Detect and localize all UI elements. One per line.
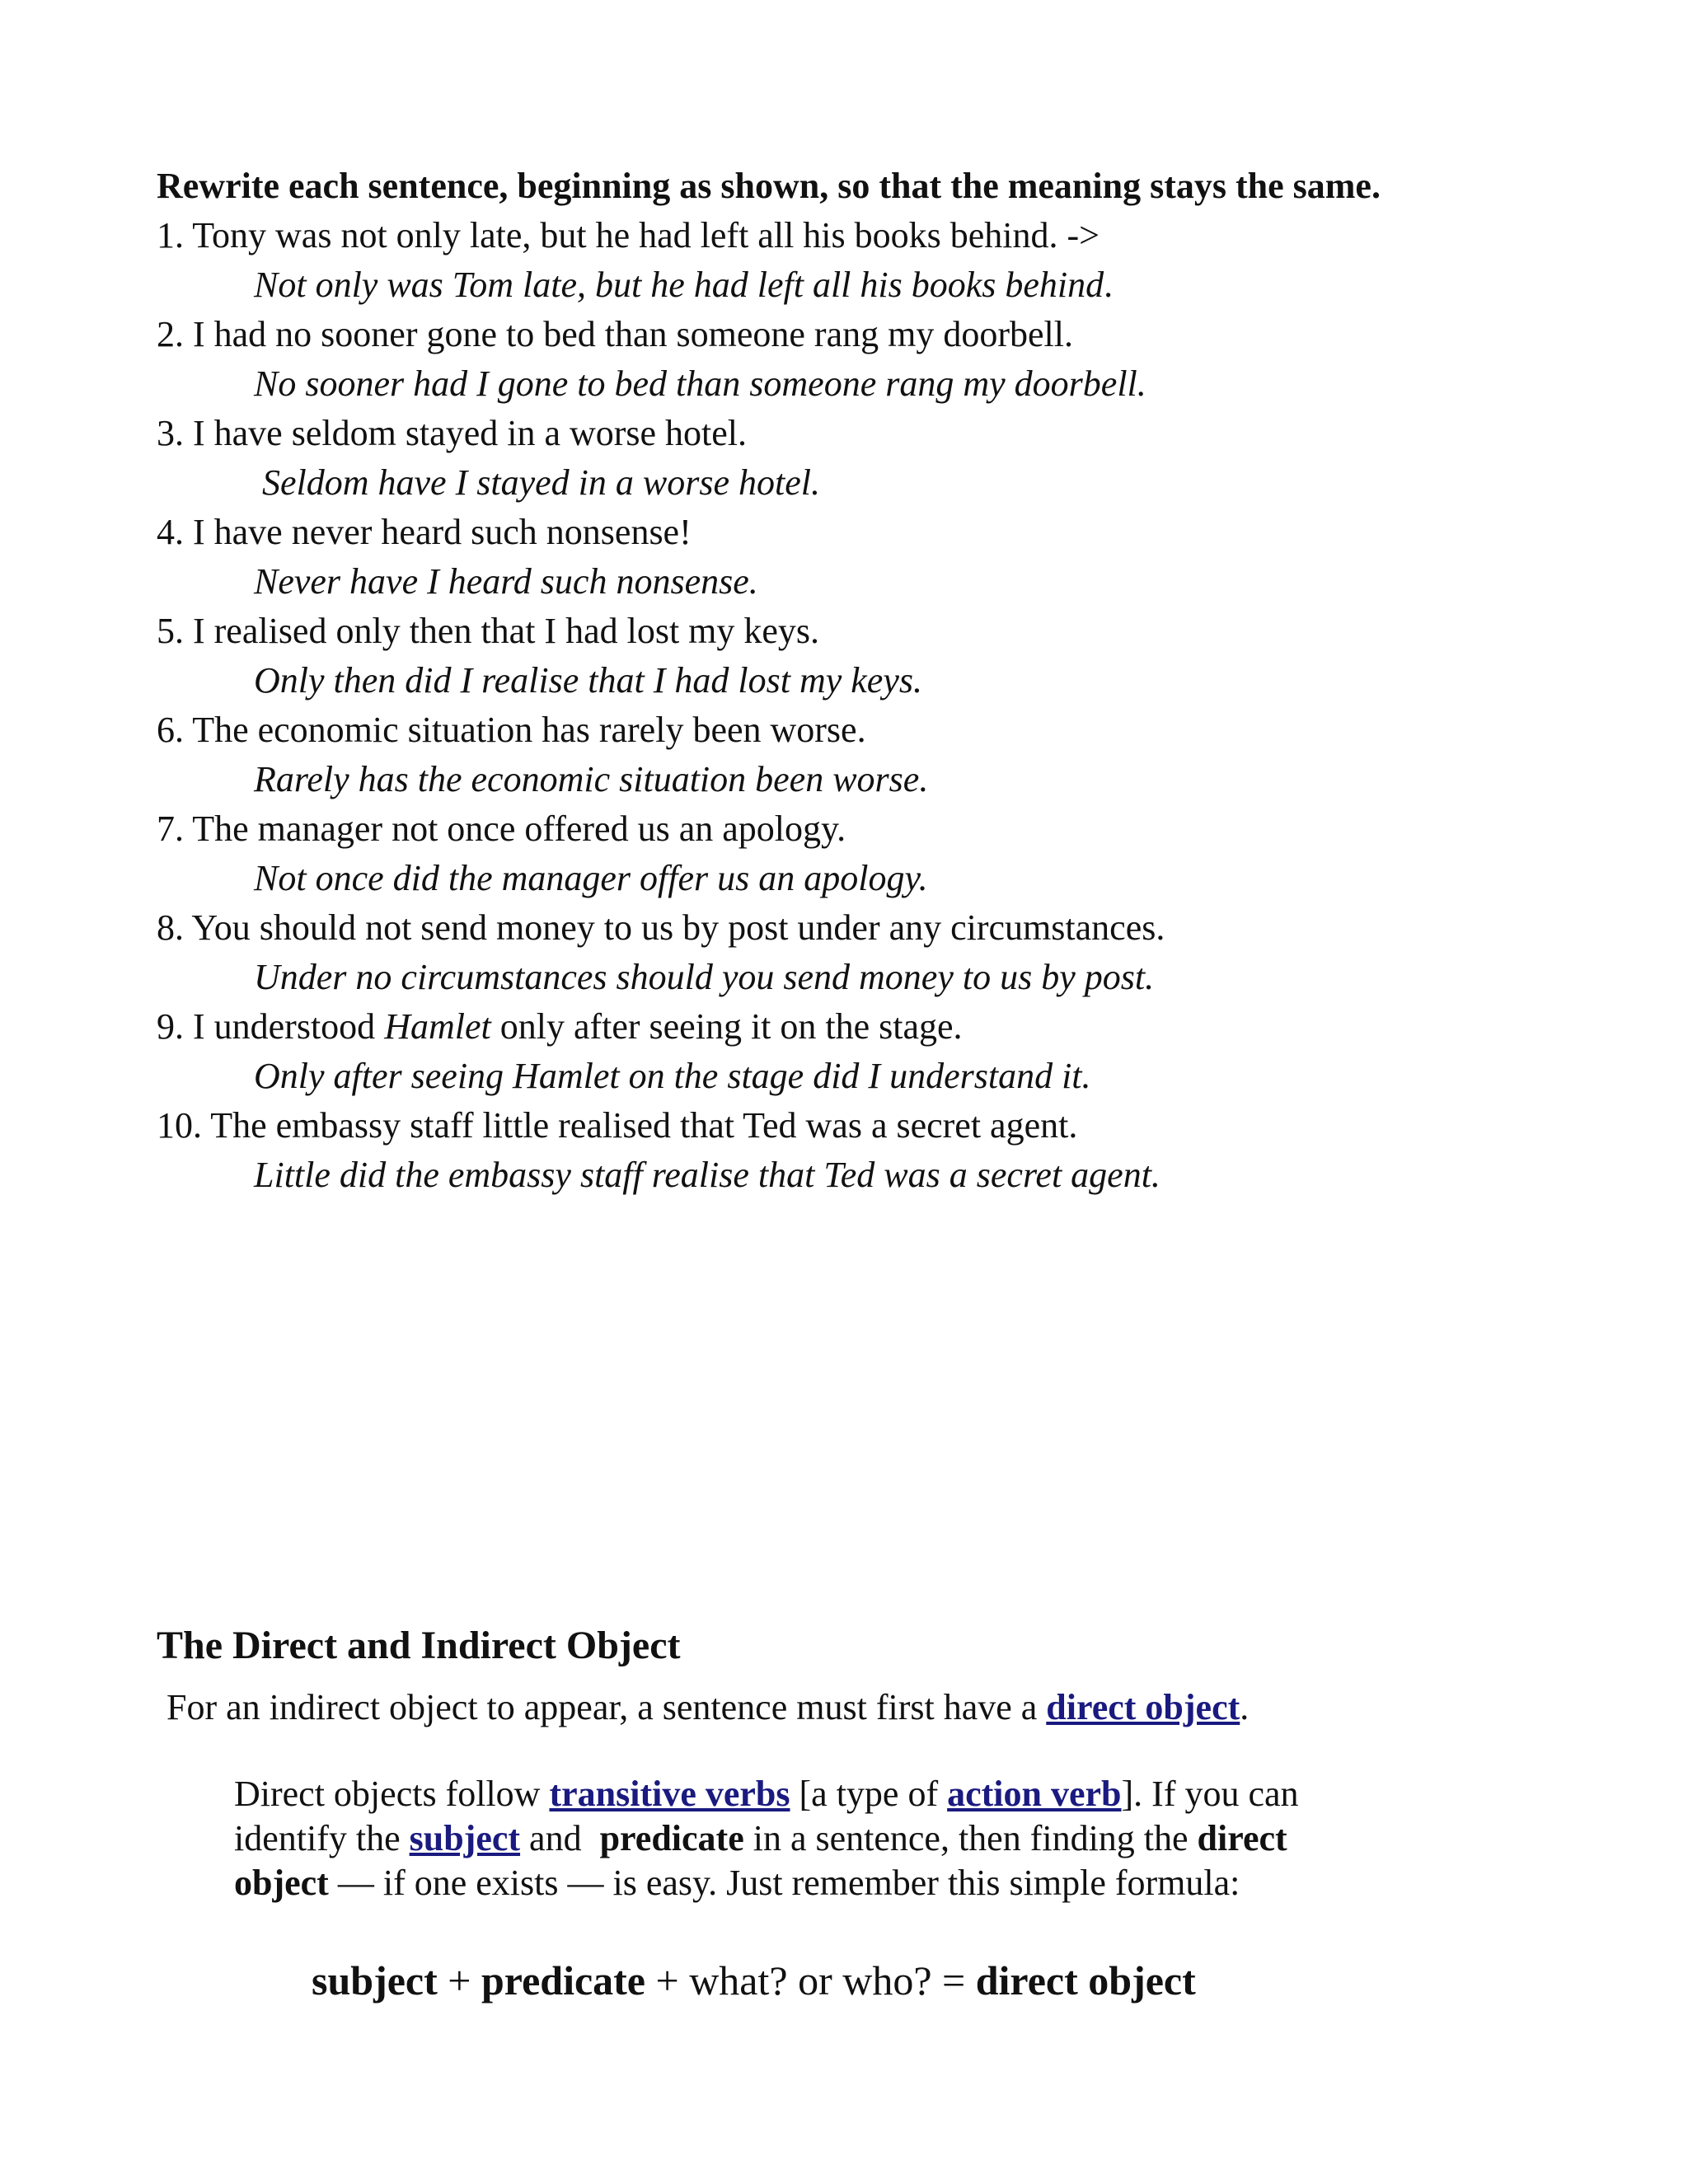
exercise-prompt-9 <box>157 1002 1640 1052</box>
transitive-verbs-link[interactable]: transitive verbs <box>549 1774 790 1814</box>
exercise-answer-7: Not once did the manager offer us an apology. <box>254 858 928 898</box>
explain-text: ]. If you can <box>1121 1774 1299 1814</box>
prompt-title-italic: Hamlet <box>384 1006 491 1047</box>
exercise-block <box>157 162 1640 1200</box>
exercise-prompt-5: 5. I realised only then that I had lost my keys. <box>157 611 820 651</box>
explain-text: — if one exists — is easy. Just remember this simple formula: <box>328 1863 1240 1903</box>
section-intro <box>166 1683 1624 1732</box>
exercise-answer-2: No sooner had I gone to bed than someone rang my doorbell. <box>254 363 1146 404</box>
formula-plus: + <box>437 1957 481 2004</box>
formula-subject: subject <box>312 1957 438 2004</box>
direct-object-section <box>157 1620 1624 2009</box>
exercise-answer-9: Only after seeing Hamlet on the stage did I understand it. <box>254 1056 1091 1096</box>
explain-text: [a type of <box>790 1774 948 1814</box>
formula-predicate: predicate <box>481 1957 645 2004</box>
exercise-prompt-6: 6. The economic situation has rarely been worse. <box>157 710 866 750</box>
explain-text: and <box>520 1818 600 1858</box>
formula-middle: + what? or who? = <box>645 1957 976 2004</box>
explain-text: in a sentence, then finding the <box>743 1818 1198 1858</box>
answer-text: Not only was Tom late, but he had left all his books behind <box>254 265 1104 305</box>
exercise-answer-8: Under no circumstances should you send money to us by post. <box>254 957 1155 997</box>
exercise-prompt-4: 4. I have never heard such nonsense! <box>157 512 692 552</box>
direct-object-link[interactable]: direct object <box>1046 1687 1240 1727</box>
explanation-paragraph <box>234 1772 1512 1905</box>
action-verb-link[interactable]: action verb <box>947 1774 1122 1814</box>
explanation-line-3 <box>234 1861 1512 1905</box>
explanation-line-1 <box>234 1772 1512 1816</box>
prompt-text: 9. I understood <box>157 1006 385 1047</box>
explain-text: identify the <box>234 1818 410 1858</box>
exercise-prompt-7: 7. The manager not once offered us an apology. <box>157 808 846 849</box>
formula-result: direct object <box>975 1957 1196 2004</box>
explanation-line-2 <box>234 1816 1512 1861</box>
exercise-answer-4: Never have I heard such nonsense. <box>254 561 758 602</box>
section-title: The Direct and Indirect Object <box>157 1624 681 1667</box>
exercise-prompt-2: 2. I had no sooner gone to bed than someone rang my doorbell. <box>157 314 1073 354</box>
exercise-prompt-3: 3. I have seldom stayed in a worse hotel. <box>157 413 748 453</box>
exercise-answer-1 <box>157 260 1640 310</box>
subject-link[interactable]: subject <box>409 1818 521 1858</box>
direct-term: direct <box>1197 1818 1287 1858</box>
predicate-term: predicate <box>599 1818 744 1858</box>
exercise-instructions: Rewrite each sentence, beginning as shown, so that the meaning stays the same. <box>157 166 1381 206</box>
prompt-text: only after seeing it on the stage. <box>490 1006 963 1047</box>
exercise-answer-5: Only then did I realise that I had lost my keys. <box>254 660 922 701</box>
direct-object-formula <box>312 1952 1624 2009</box>
exercise-answer-6: Rarely has the economic situation been worse. <box>254 759 929 799</box>
exercise-answer-3: Seldom have I stayed in a worse hotel. <box>262 462 820 503</box>
intro-text: For an indirect object to appear, a sentence must first have a <box>166 1687 1047 1727</box>
intro-period: . <box>1240 1687 1250 1727</box>
explain-text: Direct objects follow <box>234 1774 550 1814</box>
exercise-prompt-10: 10. The embassy staff little realised that Ted was a secret agent. <box>157 1105 1078 1146</box>
exercise-answer-10: Little did the embassy staff realise that Ted was a secret agent. <box>254 1155 1160 1195</box>
answer-suffix: . <box>1104 265 1114 305</box>
object-term: object <box>234 1863 329 1903</box>
exercise-prompt-8: 8. You should not send money to us by post under any circumstances. <box>157 907 1165 948</box>
exercise-prompt-1: 1. Tony was not only late, but he had left all his books behind. -> <box>157 215 1100 255</box>
